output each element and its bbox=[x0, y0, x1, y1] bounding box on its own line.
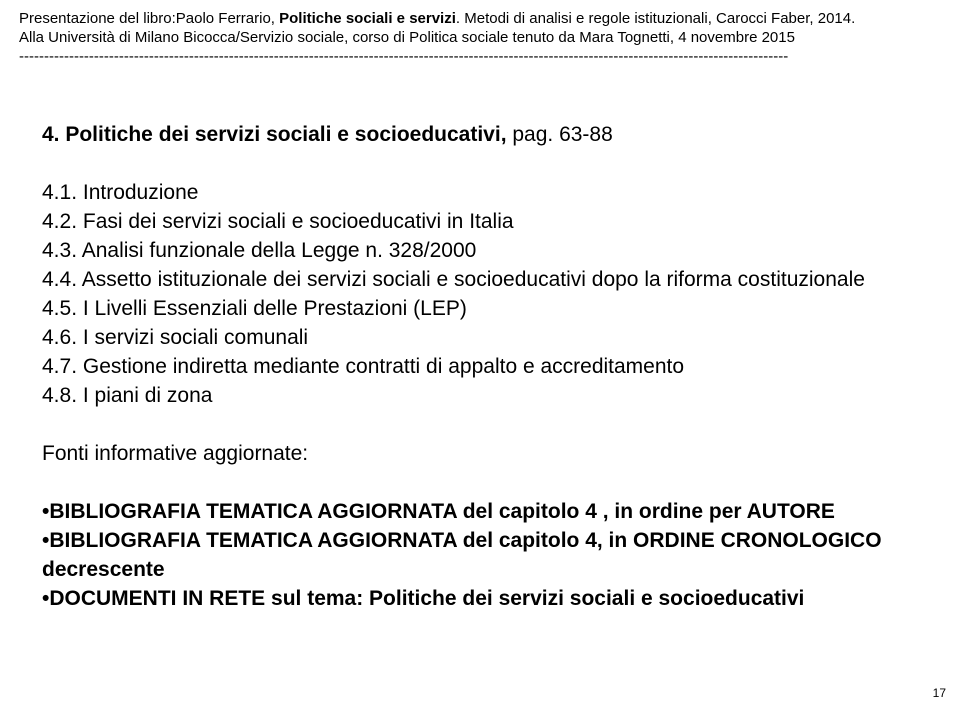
chapter-heading bbox=[42, 120, 922, 149]
section-item: 4.1. Introduzione bbox=[42, 181, 199, 204]
section-item: 4.8. I piani di zona bbox=[42, 384, 213, 407]
sources-heading: Fonti informative aggiornate: bbox=[42, 442, 309, 465]
page-number: 17 bbox=[932, 686, 946, 700]
spacer bbox=[42, 410, 922, 439]
section-item: 4.2. Fasi dei servizi sociali e socioeducativi in Italia bbox=[42, 210, 514, 233]
section-item: 4.5. I Livelli Essenziali delle Prestazioni (LEP) bbox=[42, 297, 467, 320]
source-link-bibliography-chronological[interactable]: •BIBLIOGRAFIA TEMATICA AGGIORNATA del capitolo 4, in ORDINE CRONOLOGICO decrescente bbox=[42, 529, 882, 581]
source-link-bibliography-author[interactable]: •BIBLIOGRAFIA TEMATICA AGGIORNATA del capitolo 4 , in ordine per AUTORE bbox=[42, 500, 835, 523]
chapter-title: 4. Politiche dei servizi sociali e socioeducativi, bbox=[42, 123, 507, 146]
header-separator: ---------------------------------------------------------------------------------------------------------------------------------------------------------- bbox=[19, 48, 789, 65]
section-item: 4.3. Analisi funzionale della Legge n. 328/2000 bbox=[42, 239, 477, 262]
header-book-title: Politiche sociali e servizi bbox=[279, 10, 456, 27]
section-item: 4.4. Assetto istituzionale dei servizi sociali e socioeducativi dopo la riforma costituzionale bbox=[42, 268, 865, 291]
header-line-1 bbox=[19, 9, 939, 28]
spacer bbox=[42, 149, 922, 178]
header-line-1-prefix: Presentazione del libro:Paolo Ferrario, bbox=[19, 10, 280, 27]
chapter-pages: pag. 63-88 bbox=[506, 123, 613, 146]
header-line-2: Alla Università di Milano Bicocca/Servizio sociale, corso di Politica sociale tenuto da Mara Tognetti, 4 novembre 2015 bbox=[19, 29, 795, 46]
spacer bbox=[42, 468, 922, 497]
section-list bbox=[42, 178, 922, 410]
slide-header bbox=[19, 9, 939, 66]
source-link-online-documents[interactable]: •DOCUMENTI IN RETE sul tema: Politiche dei servizi sociali e socioeducativi bbox=[42, 587, 805, 610]
header-line-1-suffix: . Metodi di analisi e regole istituzionali, Carocci Faber, 2014. bbox=[455, 10, 856, 27]
slide-content bbox=[42, 120, 922, 613]
section-item: 4.7. Gestione indiretta mediante contratti di appalto e accreditamento bbox=[42, 355, 685, 378]
section-item: 4.6. I servizi sociali comunali bbox=[42, 326, 309, 349]
sources-list bbox=[42, 497, 922, 613]
